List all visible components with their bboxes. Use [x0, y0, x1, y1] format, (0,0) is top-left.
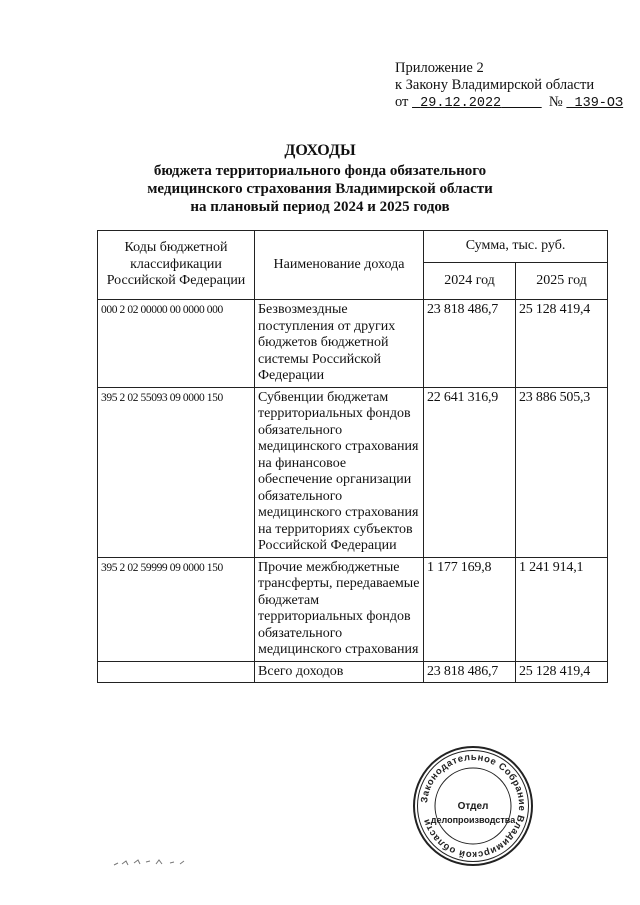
total-value-2024: 23 818 486,7: [424, 661, 516, 683]
header-codes: Коды бюджетной классификации Российской Федерации: [98, 231, 255, 300]
row-code: 395 2 02 55093 09 0000 150: [98, 387, 255, 557]
row-value-2024: 23 818 486,7: [424, 300, 516, 388]
appendix-number: 139-ОЗ: [574, 96, 624, 111]
title-line-3: на плановый период 2024 и 2025 годов: [190, 199, 450, 215]
row-value-2024: 22 641 316,9: [424, 387, 516, 557]
total-code-empty: [98, 661, 255, 683]
row-value-2025: 1 241 914,1: [516, 557, 608, 661]
appendix-header: [395, 60, 623, 112]
title-line-2: медицинского страхования Владимирской области: [147, 181, 493, 197]
total-label: Всего доходов: [255, 661, 424, 683]
appendix-number-sign: №: [548, 94, 563, 110]
header-2024: 2024 год: [424, 263, 516, 300]
appendix-title: Приложение 2: [395, 60, 484, 76]
row-name: Безвозмездные поступления от других бюджетов бюджетной системы Российской Федерации: [255, 300, 424, 388]
table-row: [98, 557, 608, 661]
appendix-law: к Закону Владимирской области: [395, 77, 595, 93]
pencil-marks: [112, 855, 192, 869]
appendix-date: 29.12.2022: [420, 96, 502, 111]
table-header-row: [98, 231, 608, 263]
title-main: ДОХОДЫ: [284, 142, 356, 159]
appendix-from: от: [395, 94, 409, 110]
row-value-2025: 23 886 505,3: [516, 387, 608, 557]
revenue-table: [97, 230, 608, 683]
header-2025: 2025 год: [516, 263, 608, 300]
table-row: [98, 300, 608, 388]
title-line-1: бюджета территориального фонда обязательного: [153, 163, 487, 179]
table-row: [98, 387, 608, 557]
stamp-ring-text: Законодательное Собрание Владимирской области: [419, 751, 528, 861]
row-value-2024: 1 177 169,8: [424, 557, 516, 661]
row-code: 395 2 02 59999 09 0000 150: [98, 557, 255, 661]
row-name: Прочие межбюджетные трансферты, передаваемые бюджетам территориальных фондов обязательного медицинского страхования: [255, 557, 424, 661]
table-total-row: [98, 661, 608, 683]
row-value-2025: 25 128 419,4: [516, 300, 608, 388]
row-code: 000 2 02 00000 00 0000 000: [98, 300, 255, 388]
total-value-2025: 25 128 419,4: [516, 661, 608, 683]
stamp-center-2: делопроизводства: [430, 815, 516, 825]
appendix-date-line: [395, 94, 623, 112]
document-title: [0, 142, 640, 216]
stamp-center-1: Отдел: [457, 801, 489, 812]
row-name: Субвенции бюджетам территориальных фондов обязательного медицинского страхования на финансовое обеспечение организации обязательного медицинского страхования на территориях субъектов Российской Федерации: [255, 387, 424, 557]
header-name: Наименование дохода: [255, 231, 424, 300]
header-sum: Сумма, тыс. руб.: [424, 231, 608, 263]
